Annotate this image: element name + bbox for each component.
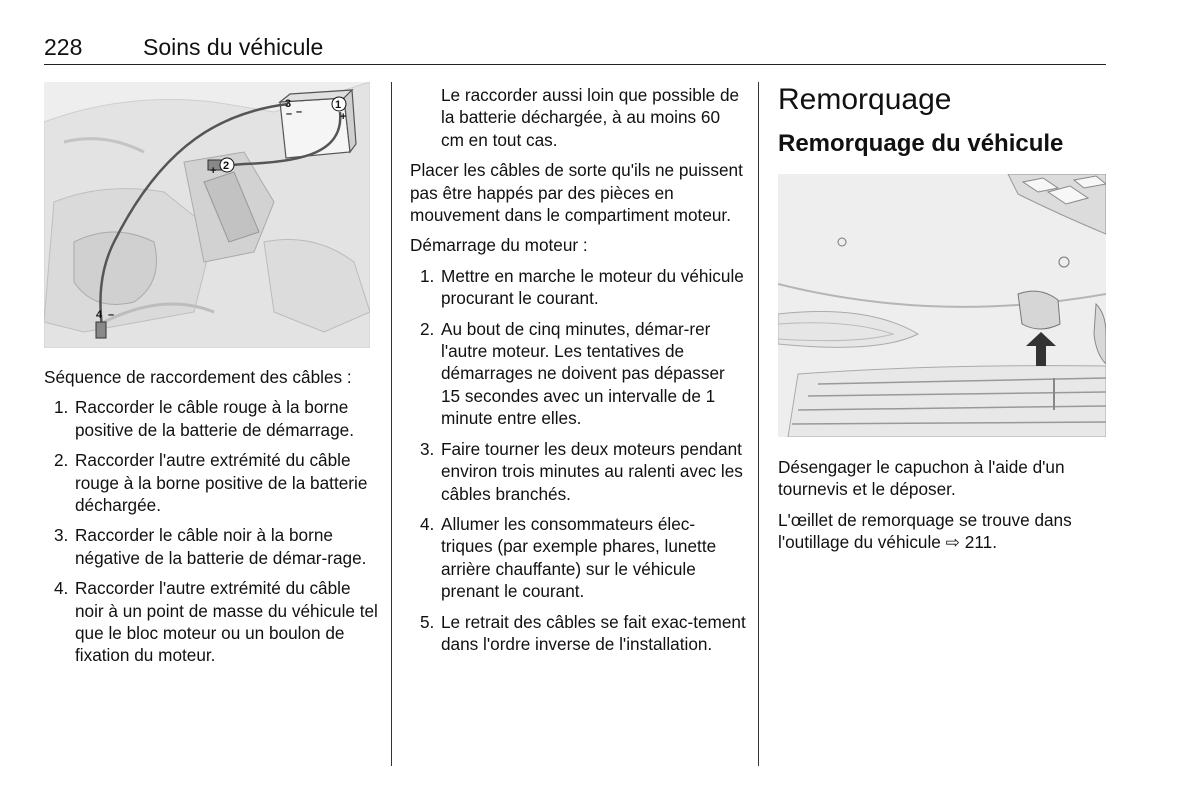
right-column-headings xyxy=(778,82,1108,158)
cable-placement-text: Placer les câbles de sorte qu'ils ne puissent pas être happés par des pièces en mouvement dans le compartiment moteur. xyxy=(410,160,743,226)
sign-minus-4: – xyxy=(108,309,115,321)
callout-4: 4 xyxy=(96,309,103,321)
list-item: 2. Raccorder l'autre extrémité du câble rouge à la borne positive de la batterie déchargée. xyxy=(54,450,368,516)
cap-removal-text: Désengager le capuchon à l'aide d'un tournevis et le déposer. xyxy=(778,457,1065,500)
list-item: 5. Le retrait des câbles se fait exac-tement dans l'ordre inverse de l'installation. xyxy=(420,611,746,654)
column-divider-left xyxy=(391,82,392,766)
list-item: 3. Faire tourner les deux moteurs pendant environ trois minutes au ralenti avec les câbles branchés. xyxy=(420,438,743,504)
column-divider-right xyxy=(758,82,759,766)
section-title: Soins du véhicule xyxy=(143,34,324,60)
list-item: 4. Allumer les consommateurs élec-triques (par exemple phares, lunette arrière chauffante) sur le véhicule prenant le courant. xyxy=(420,513,717,602)
page-number: 228 xyxy=(44,34,83,60)
heading-remorquage: Remorquage xyxy=(778,83,952,116)
list-item: 4. Raccorder l'autre extrémité du câble noir à un point de masse du véhicule tel que le bloc moteur ou un boulon de fixation du moteur. xyxy=(54,578,378,666)
right-column xyxy=(778,456,1108,562)
bumper-illustration xyxy=(778,174,1106,437)
sign-plus-2: + xyxy=(210,165,217,177)
heading-remorquage-vehicule: Remorquage du véhicule xyxy=(778,130,1064,157)
towing-eye-text: L'œillet de remorquage se trouve dans l'outillage du véhicule ⇨ 211. xyxy=(778,509,1072,553)
middle-column xyxy=(410,84,746,663)
start-steps xyxy=(410,265,746,656)
callout-3: 3 xyxy=(285,98,292,110)
sign-minus-3b: – xyxy=(296,106,303,118)
list-item: 1. Raccorder le câble rouge à la borne positive de la batterie de démarrage. xyxy=(54,397,354,440)
engine-start-label: Démarrage du moteur : xyxy=(410,235,588,256)
callout-2: 2 xyxy=(223,160,230,172)
left-column xyxy=(44,366,380,675)
connection-steps xyxy=(44,396,380,666)
jump-start-illustration xyxy=(44,82,370,348)
list-item: 2. Au bout de cinq minutes, démar-rer l'autre moteur. Les tentatives de démarrages ne doivent pas dépasser 15 secondes avec un intervalle de 1 minute entre elles. xyxy=(420,318,725,429)
page-header xyxy=(44,34,1106,64)
sign-plus-1: + xyxy=(340,111,347,123)
list-item: 3. Raccorder le câble noir à la borne négative de la batterie de démar-rage. xyxy=(54,525,367,568)
sign-minus-3: – xyxy=(286,108,293,120)
callout-1: 1 xyxy=(335,99,342,111)
intro-text: Séquence de raccordement des câbles : xyxy=(44,367,352,387)
header-rule xyxy=(44,64,1106,65)
list-item: 1. Mettre en marche le moteur du véhicule procurant le courant. xyxy=(420,265,744,309)
continuation-text: Le raccorder aussi loin que possible de la batterie déchargée, à au moins 60 cm en tout cas. xyxy=(441,85,740,150)
